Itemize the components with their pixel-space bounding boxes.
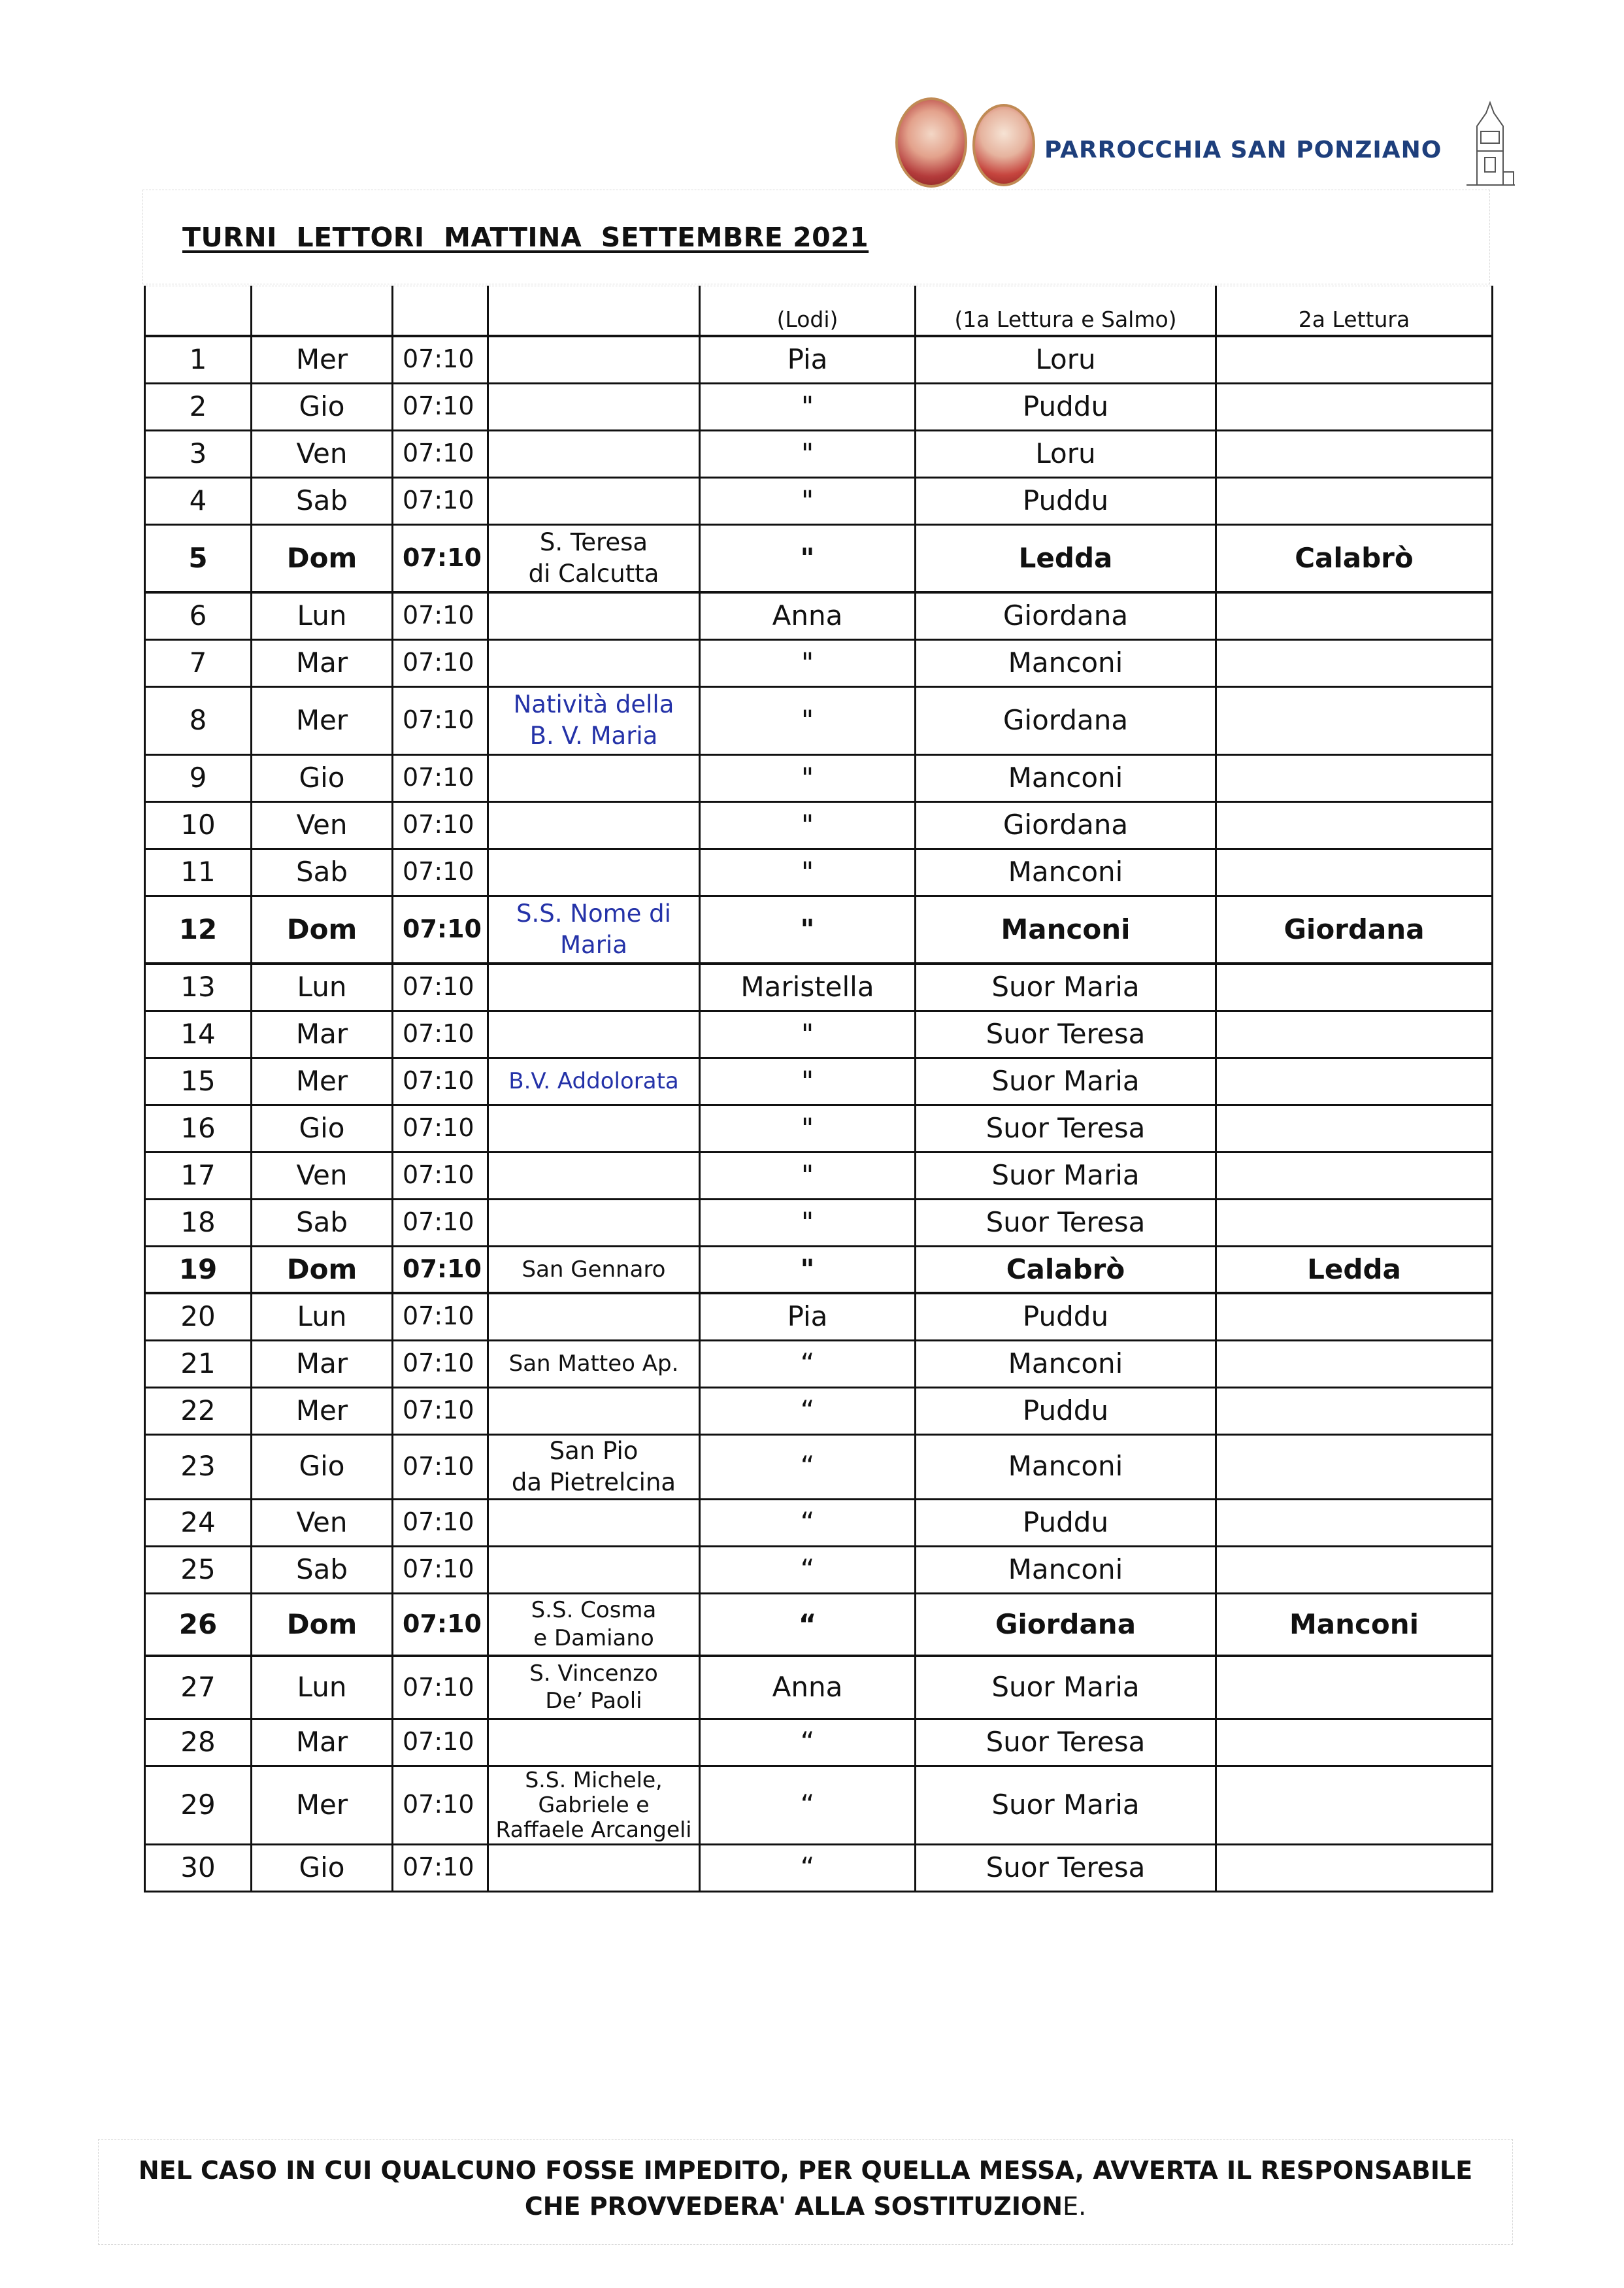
lodi-reader-cell: " [700,477,916,524]
lodi-reader-cell: " [700,1152,916,1199]
first-reading-reader-cell: Suor Maria [916,1656,1216,1719]
first-reading-reader-cell: Loru [916,336,1216,383]
second-reading-reader-cell [1216,1844,1493,1891]
feast-cell [488,1152,700,1199]
lodi-reader-cell: Anna [700,1656,916,1719]
feast-cell [488,1387,700,1434]
table-row [145,1844,1493,1891]
table-row [145,639,1493,686]
second-reading-reader-cell [1216,1058,1493,1105]
time-cell: 07:10 [393,1199,488,1246]
lodi-reader-cell: Anna [700,592,916,639]
time-cell: 07:10 [393,849,488,896]
day-cell: 14 [145,1011,252,1058]
first-reading-reader-cell: Giordana [916,1593,1216,1656]
second-reading-reader-cell [1216,430,1493,477]
day-cell: 3 [145,430,252,477]
feast-line: Raffaele Arcangeli [495,1817,692,1843]
table-row [145,430,1493,477]
lodi-reader-cell: " [700,1246,916,1293]
feast-cell [488,754,700,801]
column-header [393,286,488,337]
feast-line: S.S. Nome di [516,899,671,928]
day-cell: 21 [145,1340,252,1387]
first-reading-reader-cell: Calabrò [916,1246,1216,1293]
feast-line: di Calcutta [528,559,659,588]
time-cell: 07:10 [393,1058,488,1105]
weekday-cell: Mer [252,1766,393,1844]
first-reading-reader-cell: Manconi [916,1434,1216,1499]
first-reading-reader-cell: Puddu [916,1293,1216,1340]
feast-cell [488,964,700,1011]
feast-cell [488,1011,700,1058]
feast-cell [488,477,700,524]
table-row [145,592,1493,639]
first-reading-reader-cell: Manconi [916,639,1216,686]
day-cell: 12 [145,896,252,964]
feast-line: B.V. Addolorata [508,1068,679,1094]
weekday-cell: Mar [252,1719,393,1766]
parish-name: PARROCCHIA SAN PONZIANO [1044,137,1442,163]
lodi-reader-cell: " [700,430,916,477]
table-row [145,1199,1493,1246]
time-cell: 07:10 [393,964,488,1011]
second-reading-reader-cell [1216,849,1493,896]
weekday-cell: Ven [252,1499,393,1546]
second-reading-reader-cell [1216,1152,1493,1199]
day-cell: 6 [145,592,252,639]
column-header [252,286,393,337]
lodi-reader-cell: " [700,686,916,754]
first-reading-reader-cell: Manconi [916,849,1216,896]
feast-cell [488,592,700,639]
table-row [145,1766,1493,1844]
weekday-cell: Dom [252,896,393,964]
time-cell: 07:10 [393,1766,488,1844]
feast-line: San Matteo Ap. [508,1350,679,1377]
day-cell: 9 [145,754,252,801]
feast-cell [488,1656,700,1719]
feast-line: S. Teresa [539,528,648,556]
first-reading-reader-cell: Puddu [916,1387,1216,1434]
day-cell: 30 [145,1844,252,1891]
feast-line: S. Vincenzo [529,1660,658,1687]
first-reading-reader-cell: Suor Maria [916,1152,1216,1199]
lodi-reader-cell: " [700,1058,916,1105]
weekday-cell: Mer [252,1387,393,1434]
table-row [145,1340,1493,1387]
weekday-cell: Dom [252,1246,393,1293]
footer-line-2-bold: CHE PROVVEDERA' ALLA SOSTITUZION [524,2192,1063,2221]
first-reading-reader-cell: Puddu [916,1499,1216,1546]
weekday-cell: Dom [252,1593,393,1656]
weekday-cell: Mar [252,1340,393,1387]
time-cell: 07:10 [393,1546,488,1593]
weekday-cell: Lun [252,1293,393,1340]
weekday-cell: Mer [252,1058,393,1105]
table-row [145,1434,1493,1499]
table-row [145,1058,1493,1105]
second-reading-reader-cell [1216,1719,1493,1766]
day-cell: 29 [145,1766,252,1844]
weekday-cell: Ven [252,430,393,477]
time-cell: 07:10 [393,639,488,686]
footer-line-2 [99,2189,1512,2225]
first-reading-reader-cell: Suor Teresa [916,1011,1216,1058]
second-reading-reader-cell [1216,1340,1493,1387]
feast-cell [488,1719,700,1766]
second-reading-reader-cell [1216,686,1493,754]
feast-cell [488,1844,700,1891]
table-row [145,754,1493,801]
table-row [145,524,1493,592]
weekday-cell: Lun [252,1656,393,1719]
feast-cell [488,1499,700,1546]
time-cell: 07:10 [393,1152,488,1199]
second-reading-reader-cell: Calabrò [1216,524,1493,592]
day-cell: 10 [145,801,252,849]
table-row [145,896,1493,964]
day-cell: 18 [145,1199,252,1246]
weekday-cell: Lun [252,964,393,1011]
first-reading-reader-cell: Manconi [916,754,1216,801]
saint-medallion-icon [895,97,967,188]
table-row [145,686,1493,754]
table-row [145,1387,1493,1434]
table-row [145,383,1493,430]
time-cell: 07:10 [393,1844,488,1891]
table-row [145,477,1493,524]
second-reading-reader-cell [1216,336,1493,383]
time-cell: 07:10 [393,477,488,524]
title-block [142,190,1490,284]
day-cell: 24 [145,1499,252,1546]
feast-cell [488,1105,700,1152]
weekday-cell: Ven [252,1152,393,1199]
second-reading-reader-cell [1216,1499,1493,1546]
second-reading-reader-cell [1216,1011,1493,1058]
lodi-reader-cell: Pia [700,1293,916,1340]
feast-line: San Gennaro [522,1256,666,1283]
second-reading-reader-cell [1216,383,1493,430]
day-cell: 2 [145,383,252,430]
time-cell: 07:10 [393,592,488,639]
feast-cell [488,1340,700,1387]
time-cell: 07:10 [393,1340,488,1387]
lodi-reader-cell: “ [700,1844,916,1891]
day-cell: 13 [145,964,252,1011]
lodi-reader-cell: “ [700,1719,916,1766]
first-reading-reader-cell: Suor Maria [916,1058,1216,1105]
weekday-cell: Mar [252,1011,393,1058]
weekday-cell: Dom [252,524,393,592]
weekday-cell: Mer [252,686,393,754]
feast-cell [488,383,700,430]
feast-cell [488,1058,700,1105]
day-cell: 25 [145,1546,252,1593]
time-cell: 07:10 [393,686,488,754]
second-reading-reader-cell [1216,592,1493,639]
table-row [145,1011,1493,1058]
weekday-cell: Gio [252,1434,393,1499]
day-cell: 26 [145,1593,252,1656]
first-reading-reader-cell: Giordana [916,801,1216,849]
second-reading-reader-cell [1216,1546,1493,1593]
first-reading-reader-cell: Manconi [916,1546,1216,1593]
feast-cell [488,896,700,964]
day-cell: 20 [145,1293,252,1340]
footer-line-1: NEL CASO IN CUI QUALCUNO FOSSE IMPEDITO, PER QUELLA MESSA, AVVERTA IL RESPONSABILE [138,2156,1473,2185]
day-cell: 28 [145,1719,252,1766]
table-row [145,1593,1493,1656]
second-reading-reader-cell [1216,639,1493,686]
day-cell: 1 [145,336,252,383]
weekday-cell: Sab [252,477,393,524]
first-reading-reader-cell: Loru [916,430,1216,477]
time-cell: 07:10 [393,1293,488,1340]
lodi-reader-cell: “ [700,1546,916,1593]
weekday-cell: Ven [252,801,393,849]
feast-cell [488,524,700,592]
weekday-cell: Sab [252,1199,393,1246]
second-reading-reader-cell: Ledda [1216,1246,1493,1293]
day-cell: 17 [145,1152,252,1199]
second-reading-reader-cell [1216,1387,1493,1434]
table-header-row [145,286,1493,337]
second-reading-reader-cell [1216,1766,1493,1844]
time-cell: 07:10 [393,383,488,430]
table-row [145,1499,1493,1546]
feast-line: Gabriele e [538,1792,650,1818]
day-cell: 15 [145,1058,252,1105]
saint-medallion-icon [972,104,1035,186]
time-cell: 07:10 [393,1434,488,1499]
lodi-reader-cell: Pia [700,336,916,383]
feast-cell [488,1434,700,1499]
weekday-cell: Gio [252,1105,393,1152]
time-cell: 07:10 [393,430,488,477]
lodi-reader-cell: " [700,1105,916,1152]
first-reading-reader-cell: Suor Maria [916,964,1216,1011]
lodi-reader-cell: " [700,1011,916,1058]
second-reading-reader-cell [1216,964,1493,1011]
second-reading-reader-cell [1216,1105,1493,1152]
weekday-cell: Mer [252,336,393,383]
weekday-cell: Mar [252,639,393,686]
day-cell: 23 [145,1434,252,1499]
weekday-cell: Gio [252,754,393,801]
day-cell: 27 [145,1656,252,1719]
first-reading-reader-cell: Giordana [916,686,1216,754]
weekday-cell: Sab [252,849,393,896]
second-reading-reader-cell [1216,1293,1493,1340]
lodi-reader-cell: “ [700,1340,916,1387]
lodi-reader-cell: “ [700,1387,916,1434]
lodi-reader-cell: " [700,524,916,592]
lodi-reader-cell: " [700,754,916,801]
time-cell: 07:10 [393,754,488,801]
bell-tower-icon [1464,100,1516,186]
feast-cell [488,1293,700,1340]
time-cell: 07:10 [393,1387,488,1434]
table-row [145,849,1493,896]
lodi-reader-cell: " [700,1199,916,1246]
table-row [145,1105,1493,1152]
feast-cell [488,336,700,383]
day-cell: 7 [145,639,252,686]
second-reading-reader-cell: Manconi [1216,1593,1493,1656]
second-reading-reader-cell [1216,754,1493,801]
time-cell: 07:10 [393,1246,488,1293]
first-reading-reader-cell: Suor Teresa [916,1844,1216,1891]
feast-cell [488,1766,700,1844]
second-reading-reader-cell [1216,801,1493,849]
column-header [488,286,700,337]
lodi-reader-cell: “ [700,1766,916,1844]
day-cell: 22 [145,1387,252,1434]
day-cell: 8 [145,686,252,754]
second-reading-reader-cell [1216,477,1493,524]
first-reading-reader-cell: Puddu [916,383,1216,430]
table-row [145,801,1493,849]
table-row [145,964,1493,1011]
footer-note [98,2139,1513,2245]
table-row [145,1246,1493,1293]
lodi-reader-cell: " [700,896,916,964]
feast-cell [488,849,700,896]
day-cell: 16 [145,1105,252,1152]
feast-line: S.S. Michele, [525,1767,663,1793]
lodi-reader-cell: " [700,383,916,430]
first-reading-reader-cell: Suor Maria [916,1766,1216,1844]
time-cell: 07:10 [393,1656,488,1719]
day-cell: 4 [145,477,252,524]
column-header-first-reading: (1a Lettura e Salmo) [916,286,1216,337]
feast-cell [488,430,700,477]
second-reading-reader-cell [1216,1656,1493,1719]
day-cell: 11 [145,849,252,896]
feast-cell [488,1199,700,1246]
column-header-lodi: (Lodi) [700,286,916,337]
weekday-cell: Lun [252,592,393,639]
first-reading-reader-cell: Suor Teresa [916,1199,1216,1246]
lodi-reader-cell: " [700,801,916,849]
time-cell: 07:10 [393,801,488,849]
day-cell: 5 [145,524,252,592]
feast-cell [488,1546,700,1593]
day-cell: 19 [145,1246,252,1293]
lodi-reader-cell: " [700,639,916,686]
first-reading-reader-cell: Puddu [916,477,1216,524]
feast-line: B. V. Maria [529,722,658,750]
first-reading-reader-cell: Giordana [916,592,1216,639]
time-cell: 07:10 [393,1011,488,1058]
feast-line: San Pio [549,1436,638,1465]
second-reading-reader-cell: Giordana [1216,896,1493,964]
table-row [145,1293,1493,1340]
feast-line: e Damiano [533,1624,654,1651]
time-cell: 07:10 [393,1105,488,1152]
weekday-cell: Gio [252,1844,393,1891]
reader-schedule-table [144,286,1493,1893]
table-row [145,1546,1493,1593]
feast-cell [488,1593,700,1656]
lodi-reader-cell: “ [700,1499,916,1546]
feast-line: Maria [560,930,627,959]
lodi-reader-cell: " [700,849,916,896]
table-row [145,1152,1493,1199]
weekday-cell: Sab [252,1546,393,1593]
time-cell: 07:10 [393,896,488,964]
feast-cell [488,1246,700,1293]
table-row [145,1719,1493,1766]
feast-cell [488,639,700,686]
lodi-reader-cell: Maristella [700,964,916,1011]
time-cell: 07:10 [393,336,488,383]
time-cell: 07:10 [393,1719,488,1766]
parish-logo [895,95,1516,193]
lodi-reader-cell: “ [700,1434,916,1499]
second-reading-reader-cell [1216,1434,1493,1499]
feast-line: S.S. Cosma [531,1597,657,1624]
first-reading-reader-cell: Ledda [916,524,1216,592]
time-cell: 07:10 [393,1593,488,1656]
first-reading-reader-cell: Manconi [916,1340,1216,1387]
first-reading-reader-cell: Suor Teresa [916,1719,1216,1766]
second-reading-reader-cell [1216,1199,1493,1246]
weekday-cell: Gio [252,383,393,430]
table-row [145,336,1493,383]
table-row [145,1656,1493,1719]
page-title: TURNI LETTORI MATTINA SETTEMBRE 2021 [182,222,869,253]
first-reading-reader-cell: Manconi [916,896,1216,964]
footer-line-2-end: E. [1063,2192,1087,2221]
time-cell: 07:10 [393,1499,488,1546]
first-reading-reader-cell: Suor Teresa [916,1105,1216,1152]
feast-cell [488,801,700,849]
column-header [145,286,252,337]
feast-line: da Pietrelcina [511,1468,676,1496]
time-cell: 07:10 [393,524,488,592]
lodi-reader-cell: “ [700,1593,916,1656]
feast-cell [488,686,700,754]
feast-line: Natività della [513,690,674,718]
feast-line: De’ Paoli [545,1688,642,1715]
column-header-second-reading: 2a Lettura [1216,286,1493,337]
